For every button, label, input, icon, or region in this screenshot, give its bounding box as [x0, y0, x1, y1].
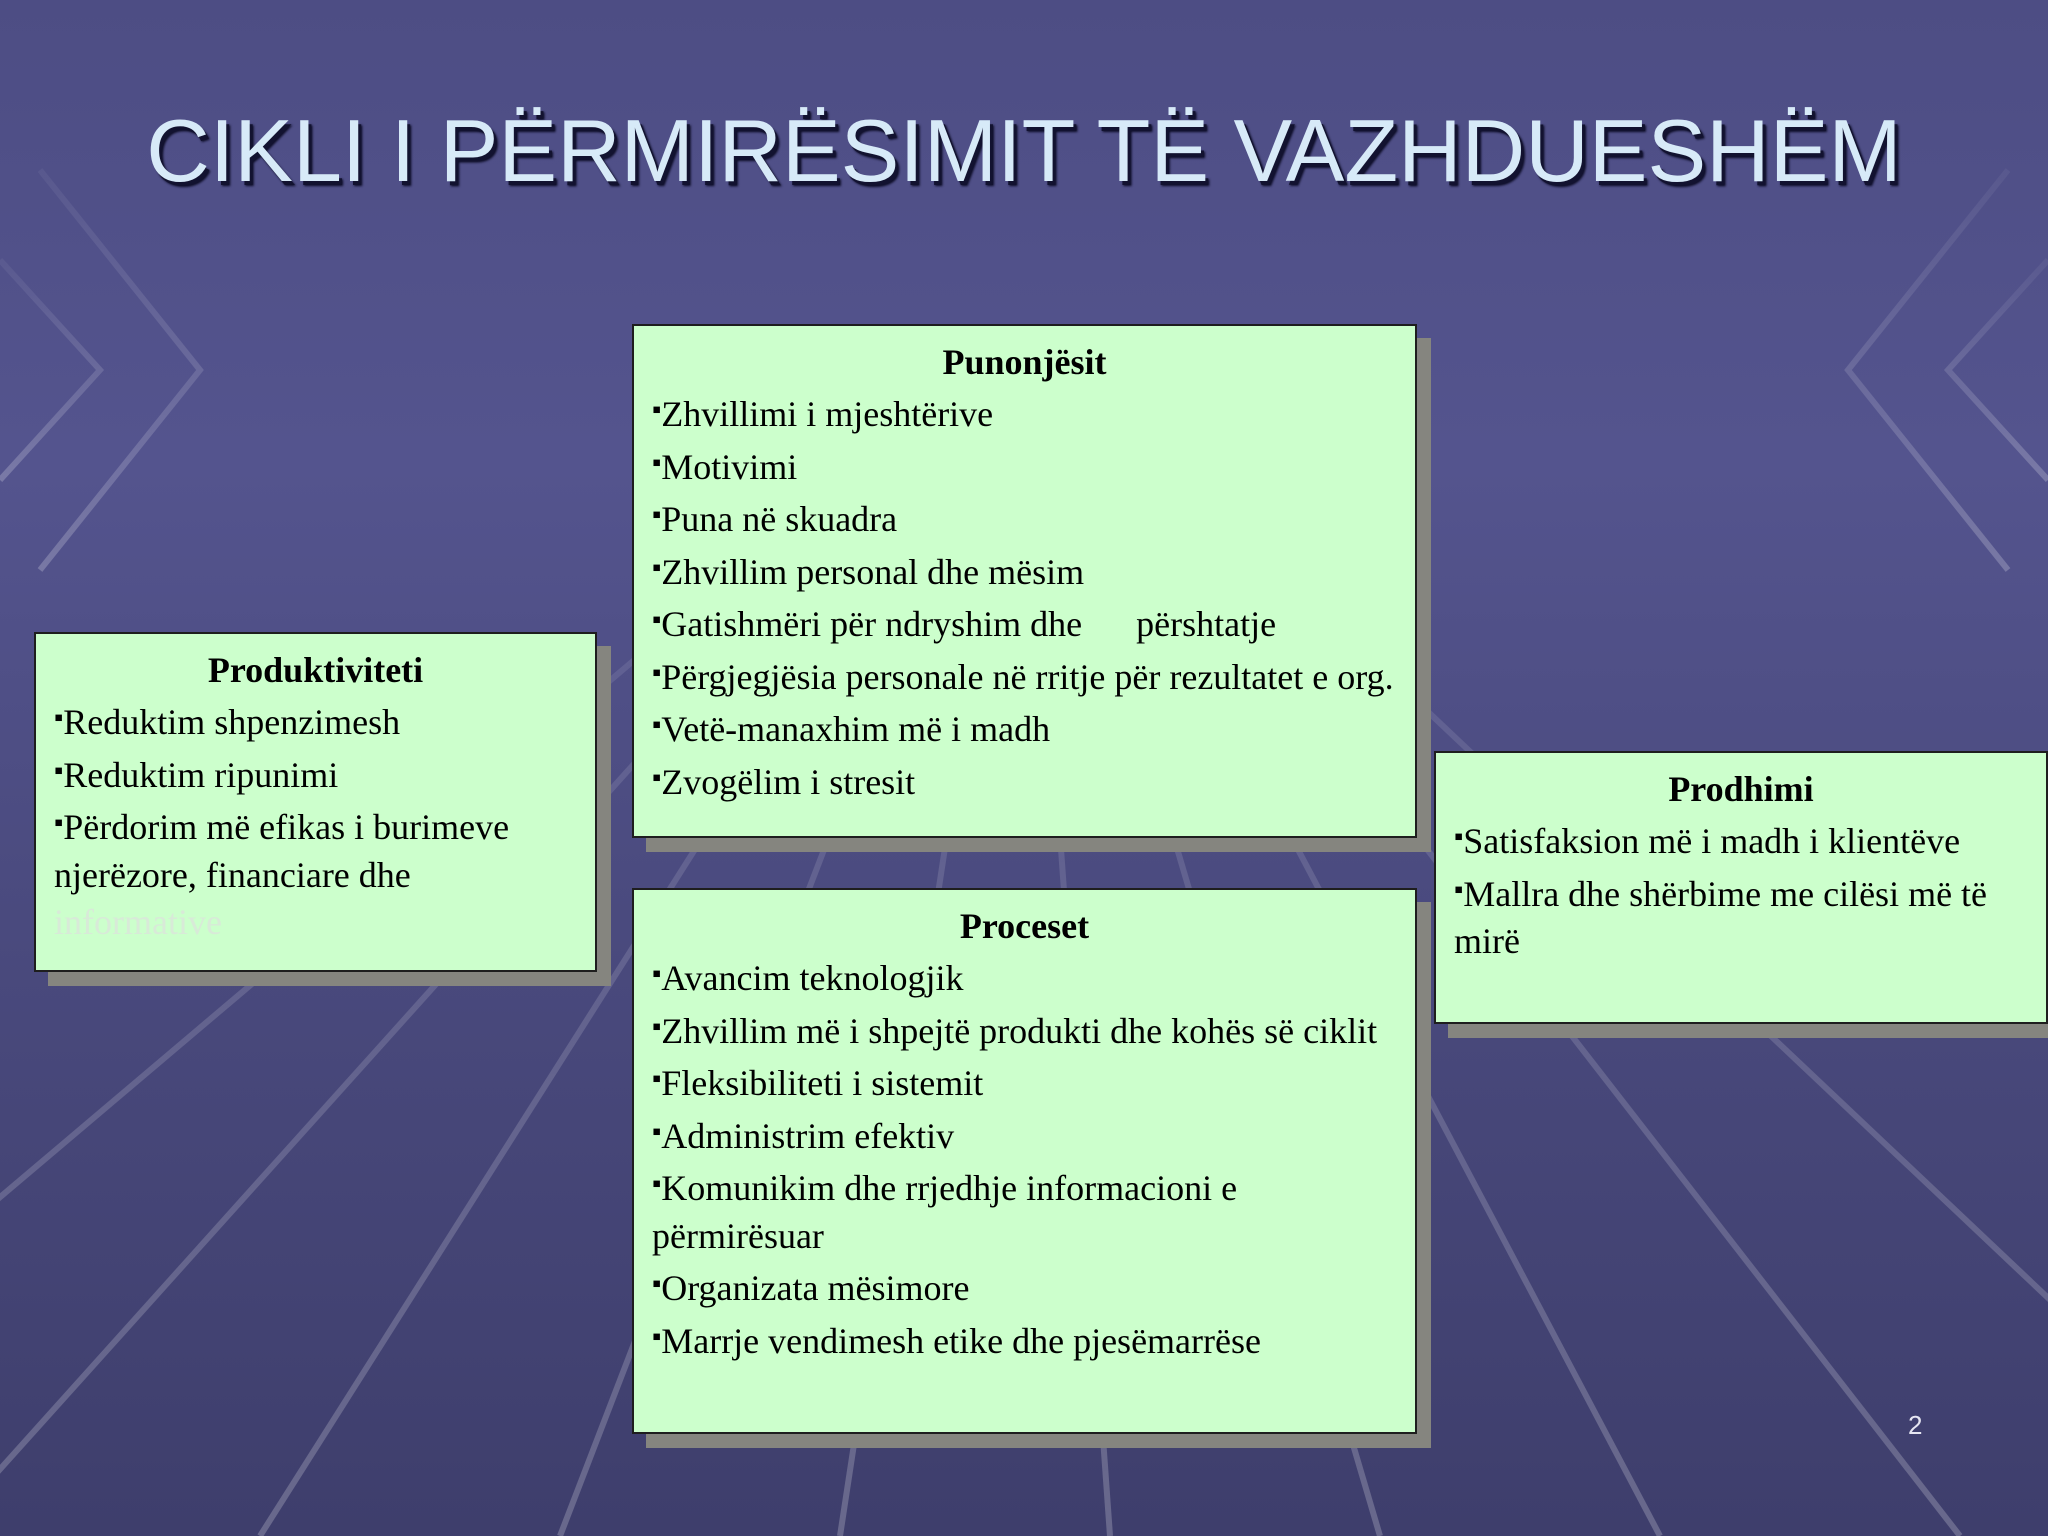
box-heading-prodhimi: Prodhimi: [1668, 769, 1814, 809]
list-item: ▪ Reduktim ripunimi: [54, 747, 577, 800]
list-produktiviteti: [54, 694, 577, 899]
list-item: ▪ Avancim teknologjik: [652, 950, 1397, 1003]
faded-text: informative: [54, 902, 222, 942]
list-item: ▪ Zhvillim më i shpejtë produkti dhe kohës së ciklit: [652, 1003, 1397, 1056]
list-item: ▪ Reduktim shpenzimesh: [54, 694, 577, 747]
list-item: ▪ Zhvillimi i mjeshtërive: [652, 386, 1397, 439]
box-heading-punonjesit: Punonjësit: [942, 342, 1107, 382]
page-number: 2: [1908, 1410, 1923, 1440]
list-item: ▪ Motivimi: [652, 439, 1397, 492]
slide-title: CIKLI I PËRMIRËSIMIT TË VAZHDUESHËM: [146, 101, 1902, 200]
list-prodhimi: [1454, 813, 2028, 966]
list-item: ▪ Gatishmëri për ndryshim dhe përshtatje: [652, 596, 1397, 649]
box-punonjesit: [632, 324, 1417, 838]
list-item: ▪ Satisfaksion më i madh i klientëve: [1454, 813, 2028, 866]
list-item: ▪ Përgjegjësia personale në rritje për rezultatet e org.: [652, 649, 1397, 702]
list-item: ▪ Zhvillim personal dhe mësim: [652, 544, 1397, 597]
list-item: ▪ Fleksibiliteti i sistemit: [652, 1055, 1397, 1108]
list-item: ▪ Administrim efektiv: [652, 1108, 1397, 1161]
list-item: ▪ Organizata mësimore: [652, 1260, 1397, 1313]
box-heading-proceset: Proceset: [959, 906, 1090, 946]
list-item: ▪ Marrje vendimesh etike dhe pjesëmarrëse: [652, 1313, 1397, 1366]
list-punonjesit: [652, 386, 1397, 806]
box-proceset: [632, 888, 1417, 1434]
list-item: ▪ Mallra dhe shërbime me cilësi më të mirë: [1454, 866, 2028, 966]
list-item: ▪ Vetë-manaxhim më i madh: [652, 701, 1397, 754]
box-heading-produktiviteti: Produktiviteti: [207, 650, 424, 690]
list-item: ▪ Puna në skuadra: [652, 491, 1397, 544]
list-item: ▪ Zvogëlim i stresit: [652, 754, 1397, 807]
list-item: ▪ Komunikim dhe rrjedhje informacioni e përmirësuar: [652, 1160, 1397, 1260]
list-proceset: [652, 950, 1397, 1365]
box-prodhimi: [1434, 751, 2048, 1024]
list-item: ▪ Përdorim më efikas i burimeve njerëzore, financiare dhe: [54, 799, 577, 899]
box-produktiviteti: [34, 632, 597, 972]
